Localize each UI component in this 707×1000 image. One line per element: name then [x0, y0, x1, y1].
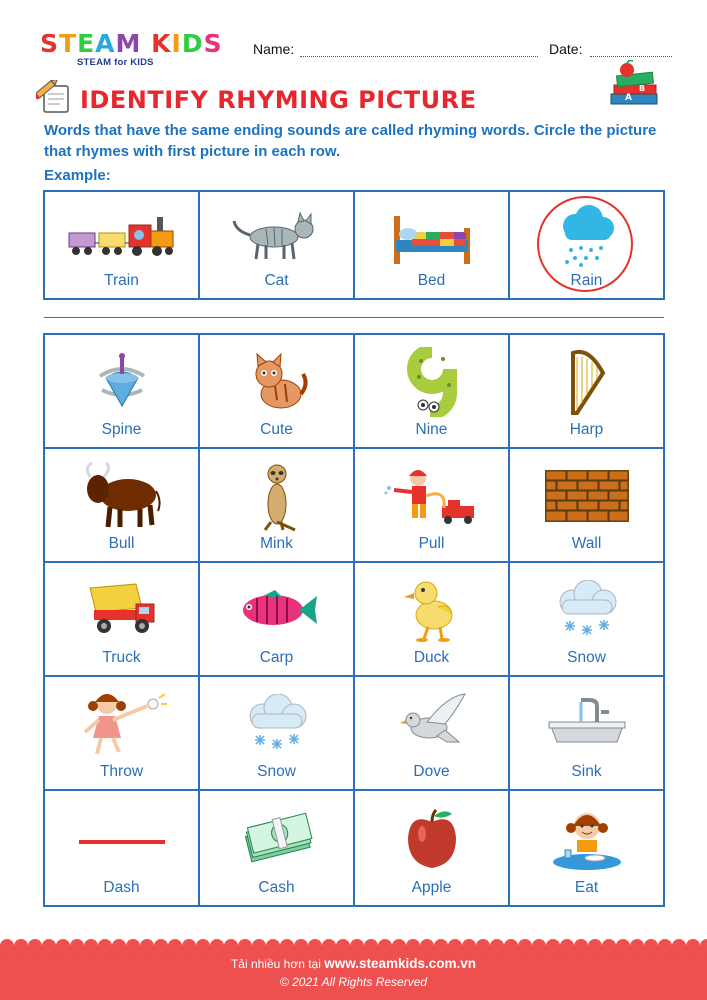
logo-letter: I: [171, 29, 182, 58]
meerkat-icon: [255, 460, 299, 537]
brick-wall-icon: [545, 470, 629, 527]
picture-cell[interactable]: [199, 790, 354, 906]
example-cell: [44, 191, 199, 299]
truck-icon: [86, 580, 158, 645]
bed-icon: [392, 206, 472, 271]
picture-label: Nine: [415, 421, 448, 438]
picture-cell[interactable]: [509, 562, 664, 676]
dove-icon: [397, 692, 467, 761]
apple-icon: [404, 808, 460, 875]
number-nine-icon: [407, 347, 457, 422]
footer-copyright: © 2021 All Rights Reserved: [279, 975, 428, 989]
svg-text:B: B: [639, 84, 646, 93]
picture-label: Cash: [258, 879, 295, 896]
picture-cell[interactable]: [354, 448, 509, 562]
picture-cell[interactable]: [354, 562, 509, 676]
girl-throwing-icon: [77, 688, 167, 765]
picture-cell[interactable]: [44, 334, 199, 448]
dash-line-icon: [79, 834, 165, 852]
footer-prefix: Tải nhiều hơn tại: [230, 957, 321, 971]
cat-icon: [232, 211, 322, 266]
picture-cell[interactable]: [44, 562, 199, 676]
picture-label: Eat: [574, 879, 599, 896]
logo-letter: K: [151, 29, 172, 58]
date-label: Date:: [549, 41, 583, 57]
divider: [44, 317, 664, 318]
snow-cloud-icon: [552, 580, 622, 645]
sink-icon: [547, 696, 627, 757]
picture-cell[interactable]: [509, 448, 664, 562]
example-cell: [509, 191, 664, 299]
logo-letter: D: [181, 29, 204, 58]
picture-label: Bull: [108, 535, 135, 552]
picture-label: Harp: [569, 421, 604, 438]
picture-label: Sink: [571, 763, 602, 780]
train-icon: [67, 211, 177, 266]
picture-cell[interactable]: [199, 562, 354, 676]
logo-letter: S: [40, 29, 60, 58]
picture-cell[interactable]: [354, 790, 509, 906]
rhyme-row: [44, 790, 664, 906]
picture-label: Snow: [257, 763, 296, 780]
picture-label: Dash: [103, 879, 140, 896]
duck-icon: [404, 577, 460, 648]
footer: [0, 946, 707, 1000]
picture-label: Wall: [571, 535, 602, 552]
picture-cell[interactable]: [509, 334, 664, 448]
cash-icon: [241, 809, 313, 874]
picture-label: Pull: [418, 535, 445, 552]
footer-wave: [0, 939, 707, 953]
picture-label: Bed: [417, 272, 446, 289]
example-label: Example:: [44, 167, 111, 184]
logo-letter: [141, 30, 151, 58]
logo-letter: T: [59, 29, 78, 58]
rhyme-row: [44, 676, 664, 790]
firefighter-icon: [384, 466, 480, 531]
answer-circle: [537, 196, 633, 292]
name-field[interactable]: [300, 56, 538, 57]
rhyme-row: [44, 448, 664, 562]
footer-line1: [0, 956, 707, 971]
girl-eating-icon: [551, 806, 623, 877]
example-row: [44, 191, 664, 299]
steam-kids-logo: [40, 30, 223, 58]
picture-label: Spine: [101, 421, 142, 438]
logo-tagline: STEAM for KIDS: [77, 57, 154, 68]
date-field[interactable]: [590, 56, 672, 57]
footer-site-link[interactable]: www.steamkids.com.vn: [324, 956, 477, 971]
picture-label: Cute: [260, 421, 293, 438]
books-icon: [607, 60, 663, 112]
picture-label: Rain: [570, 272, 603, 289]
picture-cell[interactable]: [509, 790, 664, 906]
kitten-icon: [245, 350, 309, 419]
rhyming-table: [43, 333, 665, 907]
page-title: IDENTIFY RHYMING PICTURE: [80, 86, 477, 114]
picture-label: Apple: [411, 879, 452, 896]
picture-cell[interactable]: [44, 676, 199, 790]
logo-letter: S: [203, 29, 223, 58]
example-cell: [354, 191, 509, 299]
example-table: [43, 190, 665, 300]
example-cell: [199, 191, 354, 299]
picture-label: Snow: [567, 649, 606, 666]
instructions: Words that have the same ending sounds are called rhyming words. Circle the picture that rhymes with first picture in each row.: [44, 122, 657, 160]
harp-icon: [567, 347, 607, 422]
logo-letter: A: [95, 29, 116, 58]
pencil-paper-icon: [36, 80, 72, 116]
picture-label: Carp: [259, 649, 294, 666]
picture-cell[interactable]: [354, 676, 509, 790]
picture-label: Mink: [260, 535, 293, 552]
rhyme-row: [44, 562, 664, 676]
logo-letter: E: [77, 29, 96, 58]
picture-cell[interactable]: [44, 448, 199, 562]
picture-cell[interactable]: [199, 448, 354, 562]
rhyme-row: [44, 334, 664, 448]
fish-icon: [235, 588, 319, 637]
picture-label: Duck: [413, 649, 450, 666]
snow-cloud-icon: [242, 694, 312, 759]
picture-label: Train: [104, 272, 139, 289]
picture-label: Dove: [413, 763, 450, 780]
picture-cell[interactable]: [509, 676, 664, 790]
picture-cell[interactable]: [199, 676, 354, 790]
name-label: Name:: [253, 41, 295, 57]
picture-cell[interactable]: [199, 334, 354, 448]
picture-cell[interactable]: [44, 790, 199, 906]
bull-icon: [82, 461, 162, 536]
picture-label: Throw: [99, 763, 144, 780]
picture-label: Truck: [102, 649, 141, 666]
logo-letter: M: [115, 29, 142, 58]
picture-cell[interactable]: [354, 334, 509, 448]
svg-text:A: A: [625, 93, 632, 103]
picture-label: Cat: [264, 272, 289, 289]
spinning-top-icon: [90, 350, 154, 419]
